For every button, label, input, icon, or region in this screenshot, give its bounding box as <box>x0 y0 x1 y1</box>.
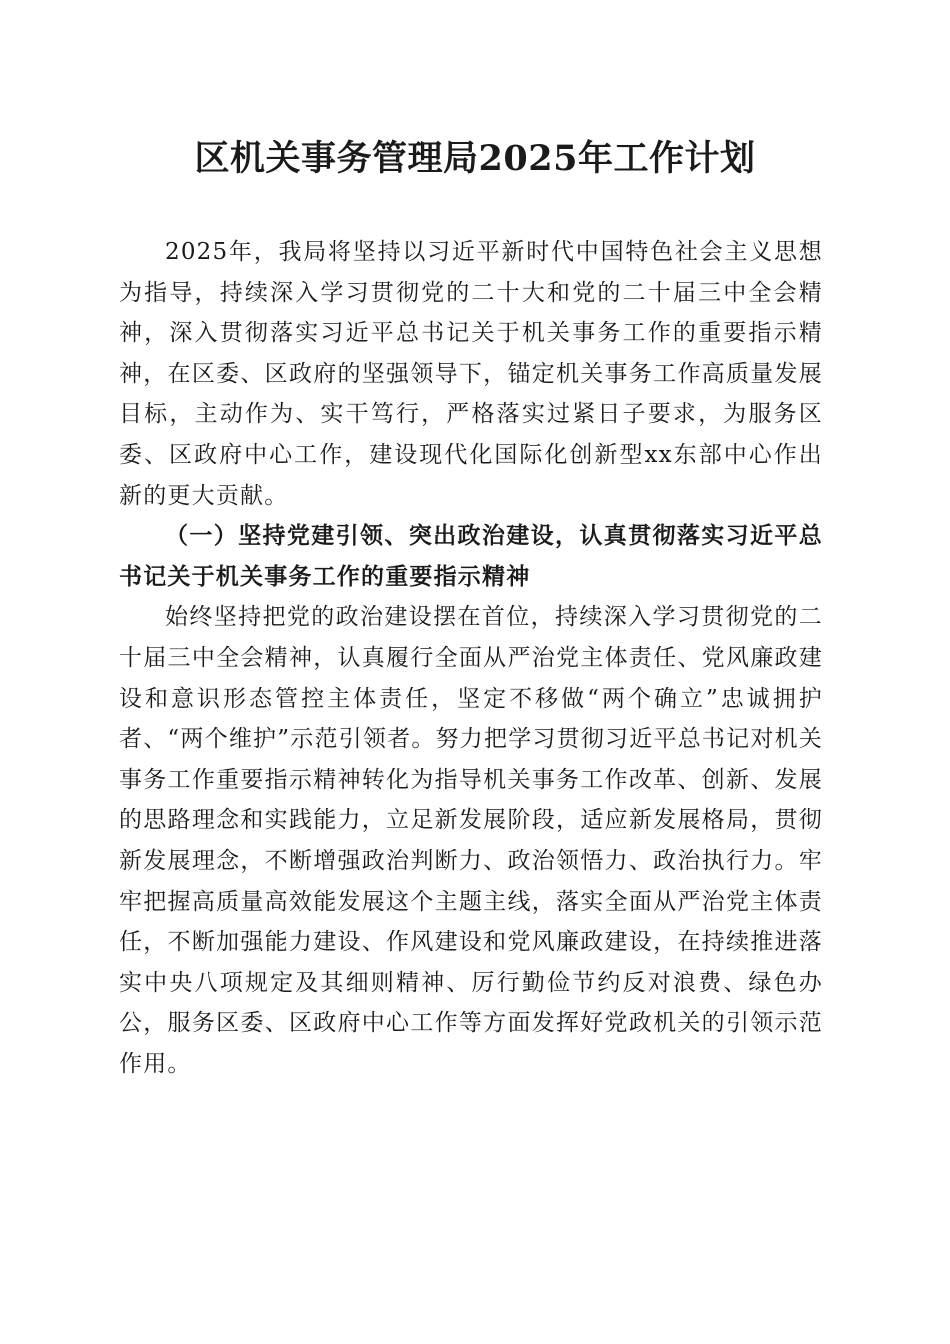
document-body <box>119 232 823 1084</box>
section-heading-1: （一）坚持党建引领、突出政治建设，认真贯彻落实习近平总书记关于机关事务工作的重要指示精神 <box>119 522 823 590</box>
intro-paragraph: 2025年，我局将坚持以习近平新时代中国特色社会主义思想为指导，持续深入学习贯彻党的二十大和党的二十届三中全会精神，深入贯彻落实习近平总书记关于机关事务工作的重要指示精神，在区委、区政府的坚强领导下，锚定机关事务工作高质量发展目标，主动作为、实干笃行，严格落实过紧日子要求，为服务区委、区政府中心工作，建设现代化国际化创新型xx东部中心作出新的更大贡献。 <box>119 239 823 509</box>
section-1-paragraph: 始终坚持把党的政治建设摆在首位，持续深入学习贯彻党的二十届三中全会精神，认真履行全面从严治党主体责任、党风廉政建设和意识形态管控主体责任，坚定不移做“两个确立”忠诚拥护者、“两个维护”示范引领者。努力把学习贯彻习近平总书记对机关事务工作重要指示精神转化为指导机关事务工作改革、创新、发展的思路理念和实践能力，立足新发展阶段，适应新发展格局，贯彻新发展理念，不断增强政治判断力、政治领悟力、政治执行力。牢牢把握高质量高效能发展这个主题主线，落实全面从严治党主体责任，不断加强能力建设、作风建设和党风廉政建设，在持续推进落实中央八项规定及其细则精神、厉行勤俭节约反对浪费、绿色办公，服务区委、区政府中心工作等方面发挥好党政机关的引领示范作用。 <box>119 604 823 1077</box>
document-title: 区机关事务管理局2025年工作计划 <box>194 138 756 179</box>
